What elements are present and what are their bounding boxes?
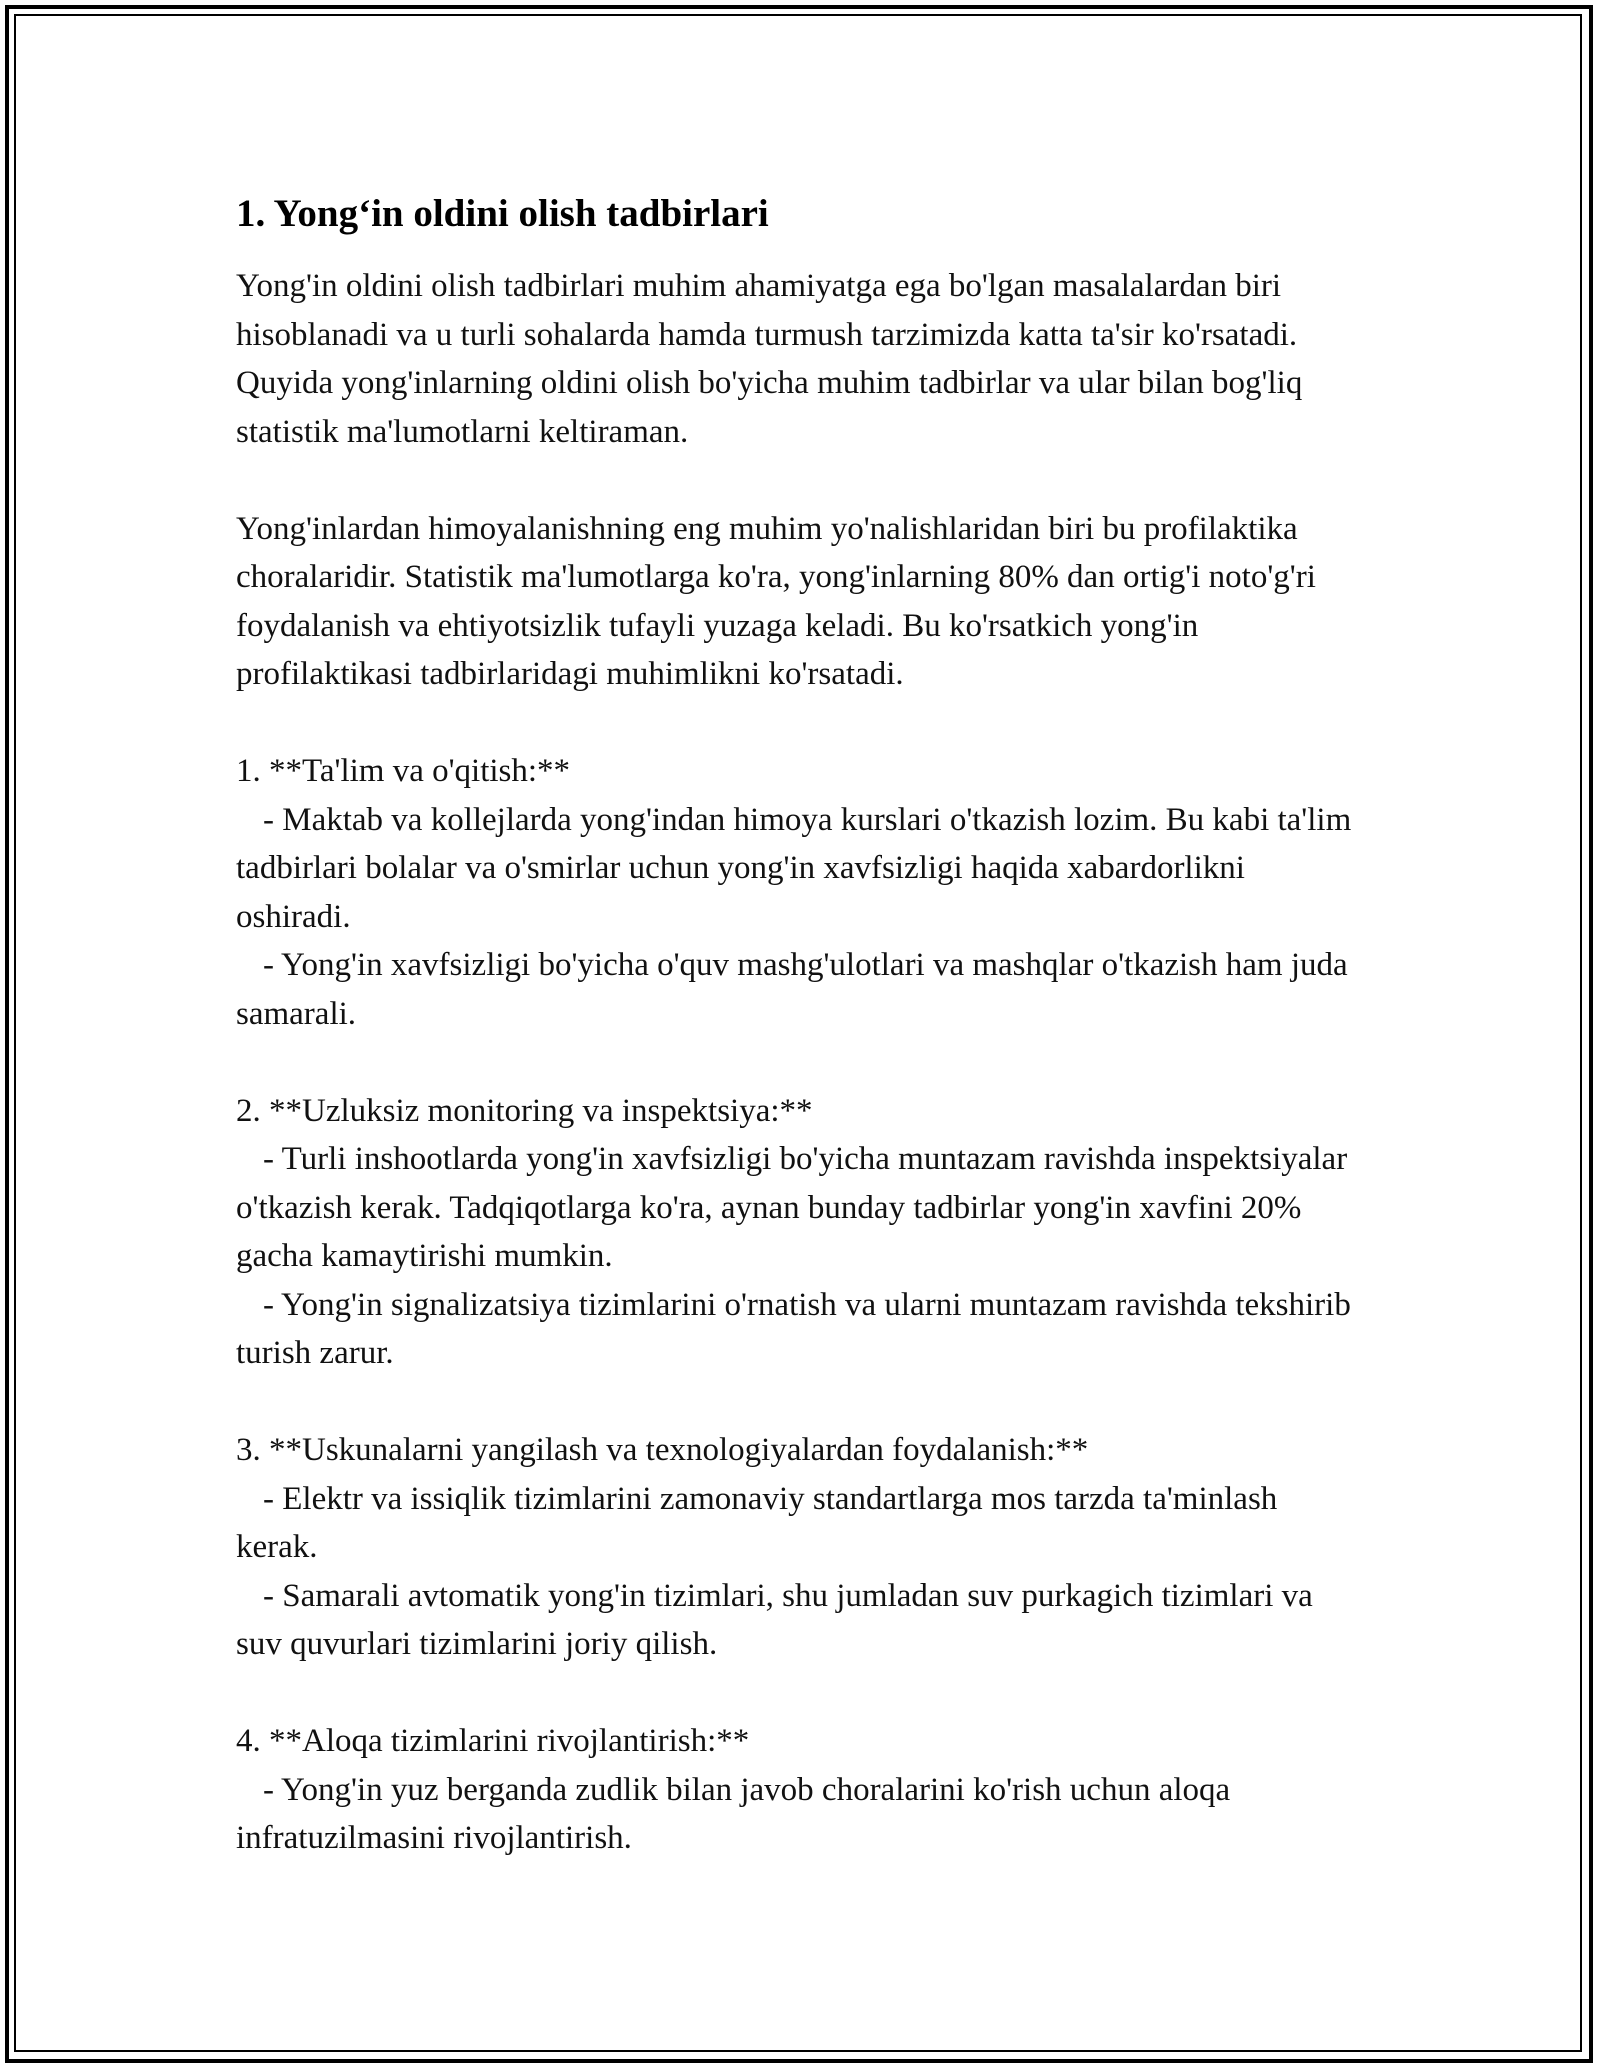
paragraph-gap <box>236 456 1356 505</box>
list-item-heading: 2. **Uzluksiz monitoring va inspektsiya:** <box>236 1092 813 1129</box>
list-bullet: - Yong'in signalizatsiya tizimlarini o'rnatish va ularni muntazam ravishda tekshirib turish zarur. <box>236 1286 1351 1371</box>
list-bullet: - Elektr va issiqlik tizimlarini zamonaviy standartlarga mos tarzda ta'minlash kerak. <box>236 1480 1278 1565</box>
list-item-heading: 3. **Uskunalarni yangilash va texnologiyalardan foydalanish:** <box>236 1432 1089 1468</box>
list-item-heading: 4. **Aloqa tizimlarini rivojlantirish:** <box>236 1723 750 1759</box>
list-item-equipment <box>236 1426 1356 1669</box>
list-item-education <box>236 747 1356 1038</box>
list-bullet: - Yong'in xavfsizligi bo'yicha o'quv mashg'ulotlari va mashqlar o'tkazish ham juda samarali. <box>236 947 1348 1032</box>
paragraph-gap <box>236 1378 1356 1427</box>
list-bullet: - Yong'in yuz berganda zudlik bilan javob choralarini ko'rish uchun aloqa infratuzilmasini rivojlantirish. <box>236 1771 1231 1856</box>
list-item-communication <box>236 1717 1356 1863</box>
paragraph-gap <box>236 699 1356 748</box>
list-bullet: - Samarali avtomatik yong'in tizimlari, shu jumladan suv purkagich tizimlari va suv quvurlari tizimlarini joriy qilish. <box>236 1577 1313 1662</box>
list-item-monitoring <box>236 1087 1356 1378</box>
paragraph-gap <box>236 1669 1356 1718</box>
list-bullet: - Maktab va kollejlarda yong'indan himoya kurslari o'tkazish lozim. Bu kabi ta'lim tadbirlari bolalar va o'smirlar uchun yong'in xavfsizligi haqida xabardorlikni oshiradi. <box>236 801 1352 935</box>
document-body <box>236 186 1356 1863</box>
intro-paragraph: Yong'in oldini olish tadbirlari muhim ahamiyatga ega bo'lgan masalalardan biri hisoblanadi va u turli sohalarda hamda turmush tarzimizda katta ta'sir ko'rsatadi. Quyida yong'inlarning oldini olish bo'yicha muhim tadbirlar va ular bilan bog'liq statistik ma'lumotlarni keltiraman. <box>236 268 1303 450</box>
prevention-paragraph: Yong'inlardan himoyalanishning eng muhim yo'nalishlaridan biri bu profilaktika choralaridir. Statistik ma'lumotlarga ko'ra, yong'inlarning 80% dan ortig'i noto'g'ri foydalanish va ehtiyotsizlik tufayli yuzaga keladi. Bu ko'rsatkich yong'in profilaktikasi tadbirlaridagi muhimlikni ko'rsatadi. <box>236 510 1316 692</box>
paragraph-gap <box>236 1038 1356 1087</box>
list-item-heading: 1. **Ta'lim va o'qitish:** <box>236 753 571 789</box>
document-title: 1. Yong‘in oldini olish tadbirlari <box>236 192 769 235</box>
list-bullet: - Turli inshootlarda yong'in xavfsizligi bo'yicha muntazam ravishda inspektsiyalar o'tkazish kerak. Tadqiqotlarga ko'ra, aynan bunday tadbirlar yong'in xavfini 20% gacha kamaytirishi mumkin. <box>236 1141 1348 1274</box>
